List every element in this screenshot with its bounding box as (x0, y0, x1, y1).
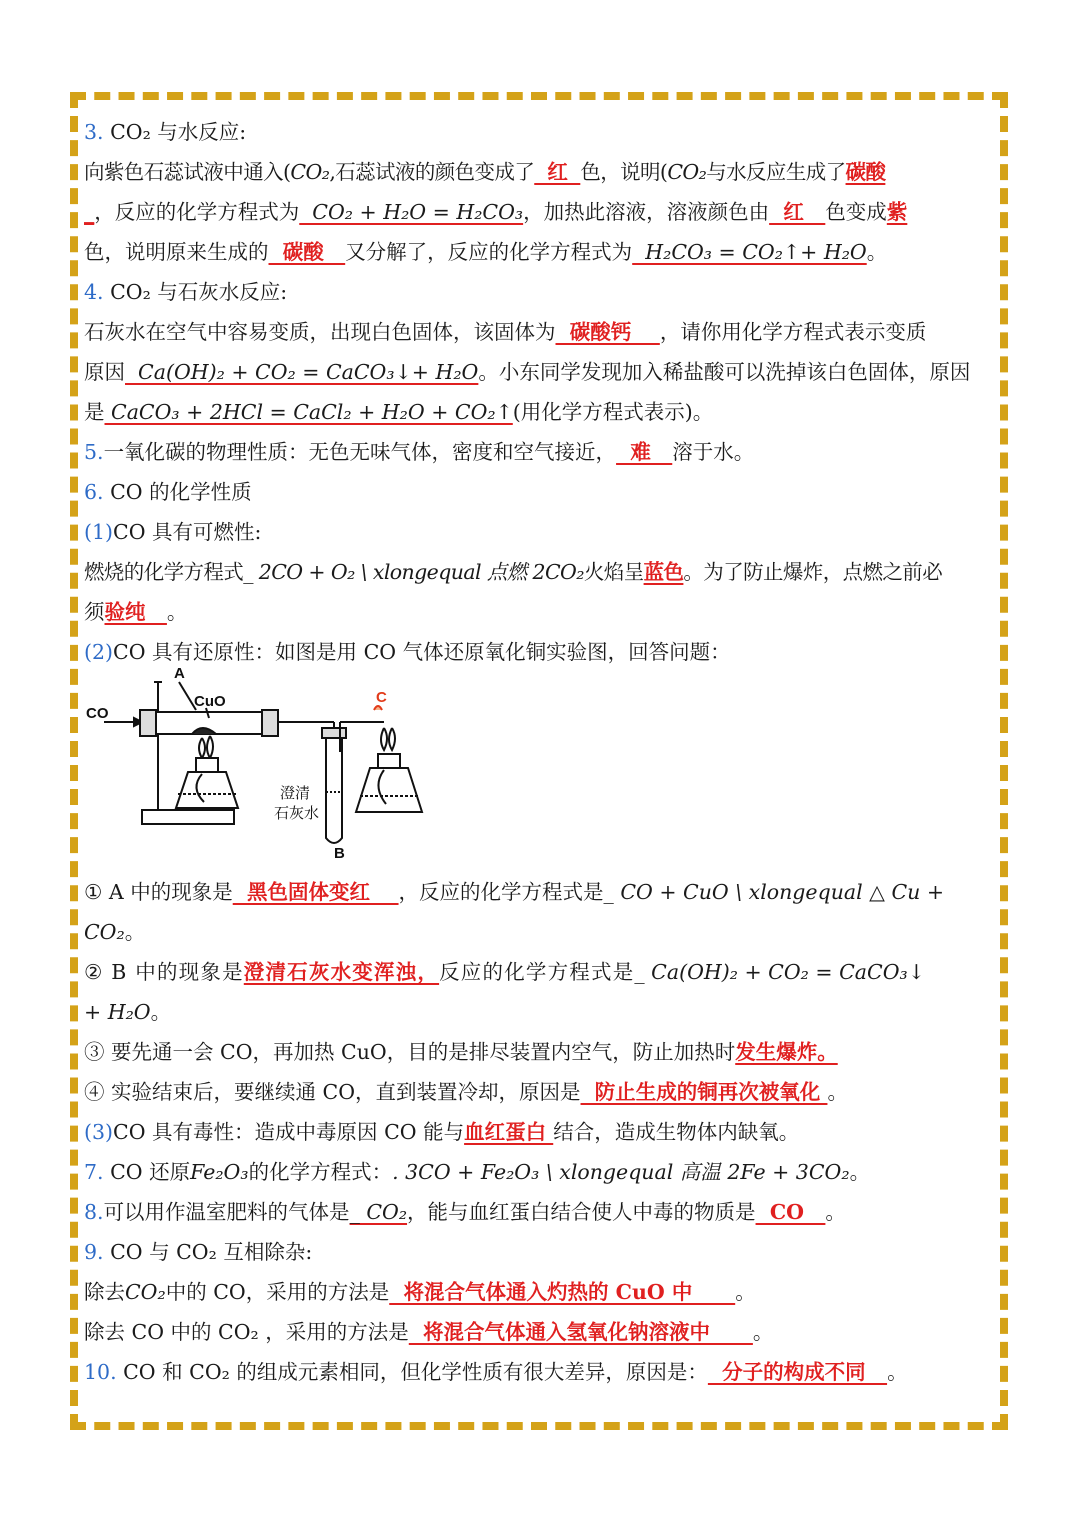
text: 色，说明( (580, 160, 668, 184)
test-tube-b-stopper (322, 728, 346, 738)
s3-line-3 (84, 232, 1002, 272)
text: 。 (735, 1280, 756, 1304)
s3-line-2 (84, 192, 1002, 232)
text: ② B 中的现象是 (84, 960, 244, 984)
label-c: C (376, 689, 387, 706)
equation: _ Ca(OH)₂ + CO₂ = CaCO₃↓ (634, 960, 925, 984)
equation: CO₂ + H₂O = H₂CO₃ (299, 200, 524, 224)
answer-blank: 将混合气体通入氢氧化钠溶液中 (408, 1320, 753, 1344)
s6-q4-line (84, 1072, 1002, 1112)
text: 向紫色石蕊试液中通入( (84, 160, 291, 184)
burner-1-body (176, 772, 238, 808)
formula: Fe₂O₃ (190, 1160, 249, 1184)
flame-2 (381, 728, 387, 750)
s3-title-line (84, 112, 1002, 152)
label-limewater-1: 澄清 (280, 784, 311, 802)
label-co: CO (86, 705, 109, 722)
text: ,石蕊试液的颜色变成了 (329, 160, 535, 184)
s3-line-1 (84, 152, 1002, 192)
equation: + H₂O (84, 1000, 151, 1024)
text: 的化学方程式： (248, 1160, 393, 1184)
s6-q1-line-2 (84, 912, 1002, 952)
s6-q2-line-1 (84, 952, 1002, 992)
text: ，反应的化学方程式是 (398, 880, 604, 904)
text: ④ 实验结束后，要继续通 CO，直到装置冷却，原因是 (84, 1080, 581, 1104)
answer-blank: 血红蛋白 (464, 1120, 554, 1144)
s6-q2-line-2 (84, 992, 1002, 1032)
formula: CO₂ (125, 1280, 166, 1304)
label-a: A (174, 665, 185, 682)
s8-line (84, 1192, 1002, 1232)
answer-blank: 澄清石灰水变浑浊， (243, 960, 440, 984)
text: 。 (887, 1360, 908, 1384)
text: 色，说明原来生成的 (84, 240, 269, 264)
text: 中的 CO，采用的方法是 (165, 1280, 390, 1304)
text: 火焰呈 (583, 560, 644, 584)
s10-number: 10. (84, 1360, 117, 1384)
equation: Ca(OH)₂ + CO₂ = CaCO₃↓+ H₂O (125, 360, 479, 384)
s6-p1-line-2 (84, 592, 1002, 632)
s6-p1-line-1 (84, 552, 1002, 592)
text: ，反应的化学方程式为 (94, 200, 300, 224)
s4-line-2 (84, 352, 1002, 392)
s6-p1-title (84, 512, 1002, 552)
text: 。 (849, 1160, 871, 1184)
flame-1b (207, 736, 213, 758)
text: 燃烧的化学方程式 (84, 560, 244, 584)
text: ③ 要先通一会 CO，再加热 CuO，目的是排尽装置内空气，防止加热时 (84, 1040, 736, 1064)
equation: H₂CO₃ = CO₂↑+ H₂O (632, 240, 867, 264)
answer-blank: 碳酸 (268, 240, 346, 264)
s6-number: 6. (84, 480, 104, 504)
text: CO 具有还原性：如图是用 CO 气体还原氧化铜实验图，回答问题： (113, 640, 731, 664)
equation: . 3CO + Fe₂O₃ \ xlongequal 高温 2Fe + 3CO₂ (392, 1160, 850, 1184)
s9-title-line (84, 1232, 1002, 1272)
s7-number: 7. (84, 1160, 104, 1184)
answer-blank: 紫 (886, 200, 908, 224)
s6-p1-number: (1) (84, 520, 114, 544)
equation: _ CO₂ (349, 1200, 408, 1224)
text: CO 和 CO₂ 的组成元素相同，但化学性质有很大差异，原因是： (116, 1360, 708, 1384)
text: 是 (84, 400, 105, 424)
answer-blank: CO (755, 1200, 826, 1224)
s6-p3-line (84, 1112, 1002, 1152)
co-reduction-apparatus-diagram (84, 662, 464, 862)
s8-number: 8. (84, 1200, 104, 1224)
text: 须 (84, 600, 105, 624)
stopper-left (140, 710, 156, 736)
text: ，能与血红蛋白结合使人中毒的物质是 (407, 1200, 756, 1224)
text: ① A 中的现象是 (84, 880, 233, 904)
equation: CaCO₃ + 2HCl = CaCl₂ + H₂O + CO₂↑ (104, 400, 513, 424)
text: ，请你用化学方程式表示变质 (659, 320, 927, 344)
text: CO 具有毒性：造成中毒原因 CO 能与 (113, 1120, 465, 1144)
text: 反应的化学方程式是 (439, 960, 635, 984)
text: (用化学方程式表示)。 (512, 400, 714, 424)
text: 。为了防止爆炸，点燃之前必 (683, 560, 943, 584)
answer-blank: 发生爆炸。 (735, 1040, 838, 1064)
equation: _ CO + CuO \ xlongequal △ Cu + (603, 880, 945, 904)
s5-line (84, 432, 1002, 472)
equation: _ 2CO + O₂ \ xlongequal 点燃 2CO₂ (243, 560, 584, 584)
text: ，加热此溶液，溶液颜色由 (523, 200, 770, 224)
answer-blank: 黑色固体变红 (232, 880, 399, 904)
text: 色变成 (825, 200, 887, 224)
s4-line-1 (84, 312, 1002, 352)
flame-c (374, 706, 382, 710)
text: 。小东同学发现加入稀盐酸可以洗掉该白色固体，原因 (478, 360, 971, 384)
answer-blank: 蓝色 (643, 560, 684, 584)
s5-number: 5. (84, 440, 104, 464)
text: 。 (866, 240, 888, 264)
stand-base (142, 810, 234, 824)
s9-line-2 (84, 1312, 1002, 1352)
answer-blank: 防止生成的铜再次被氧化 (580, 1080, 828, 1104)
flame-2b (389, 728, 395, 750)
equation: CO₂ (84, 920, 125, 944)
s3-title: CO₂ 与水反应: (103, 120, 247, 144)
text: 除去 (84, 1280, 125, 1304)
text: 。 (124, 920, 146, 944)
text: 原因 (84, 360, 125, 384)
text: 又分解了，反应的化学方程式为 (345, 240, 633, 264)
text: 。 (827, 1080, 848, 1104)
answer-blank: 分子的构成不同 (707, 1360, 888, 1384)
s9-number: 9. (84, 1240, 104, 1264)
answer-blank: _ (84, 200, 95, 224)
answer-blank: 验纯 (104, 600, 167, 624)
text: CO 具有可燃性: (113, 520, 262, 544)
text: 一氧化碳的物理性质：无色无味气体，密度和空气接近， (103, 440, 617, 464)
text: 与水反应生成了 (706, 160, 846, 184)
s10-line (84, 1352, 1002, 1392)
text: CO 还原 (103, 1160, 191, 1184)
s6-p3-number: (3) (84, 1120, 114, 1144)
label-b: B (334, 845, 345, 862)
text: 。 (166, 600, 188, 624)
burner-2-body (356, 768, 422, 812)
s7-line (84, 1152, 1002, 1192)
answer-blank: 将混合气体通入灼热的 CuO 中 (389, 1280, 736, 1304)
text: 结合，造成生物体内缺氧。 (553, 1120, 800, 1144)
text: 除去 CO 中的 CO₂ ，采用的方法是 (84, 1320, 409, 1344)
stopper-right (262, 710, 278, 736)
s6-title-line (84, 472, 1002, 512)
s6-title: CO 的化学性质 (103, 480, 252, 504)
burner-2-neck (378, 754, 400, 768)
burner-1-neck (196, 758, 218, 772)
s6-q3-line (84, 1032, 1002, 1072)
text: 。 (825, 1200, 846, 1224)
answer-blank: 红 (534, 160, 581, 184)
s9-title: CO 与 CO₂ 互相除杂: (103, 1240, 313, 1264)
formula: CO₂ (290, 160, 330, 184)
s3-number: 3. (84, 120, 104, 144)
flame-1 (199, 738, 205, 758)
text: 。 (150, 1000, 172, 1024)
label-limewater-2: 石灰水 (274, 804, 320, 822)
s6-q1-line-1 (84, 872, 1002, 912)
s4-title-line (84, 272, 1002, 312)
text: 石灰水在空气中容易变质，出现白色固体，该固体为 (84, 320, 556, 344)
text: 可以用作温室肥料的气体是 (103, 1200, 350, 1224)
s9-line-1 (84, 1272, 1002, 1312)
answer-blank: 碳酸 (845, 160, 886, 184)
text: 。 (752, 1320, 774, 1344)
s6-p2-number: (2) (84, 640, 114, 664)
answer-blank: 难 (616, 440, 673, 464)
s4-title: CO₂ 与石灰水反应: (103, 280, 288, 304)
s4-number: 4. (84, 280, 104, 304)
answer-blank: 碳酸钙 (555, 320, 660, 344)
label-cuo: CuO (194, 693, 226, 710)
answer-blank: 红 (769, 200, 826, 224)
s4-line-3 (84, 392, 1002, 432)
text: 溶于水。 (672, 440, 755, 464)
formula: CO₂ (667, 160, 707, 184)
